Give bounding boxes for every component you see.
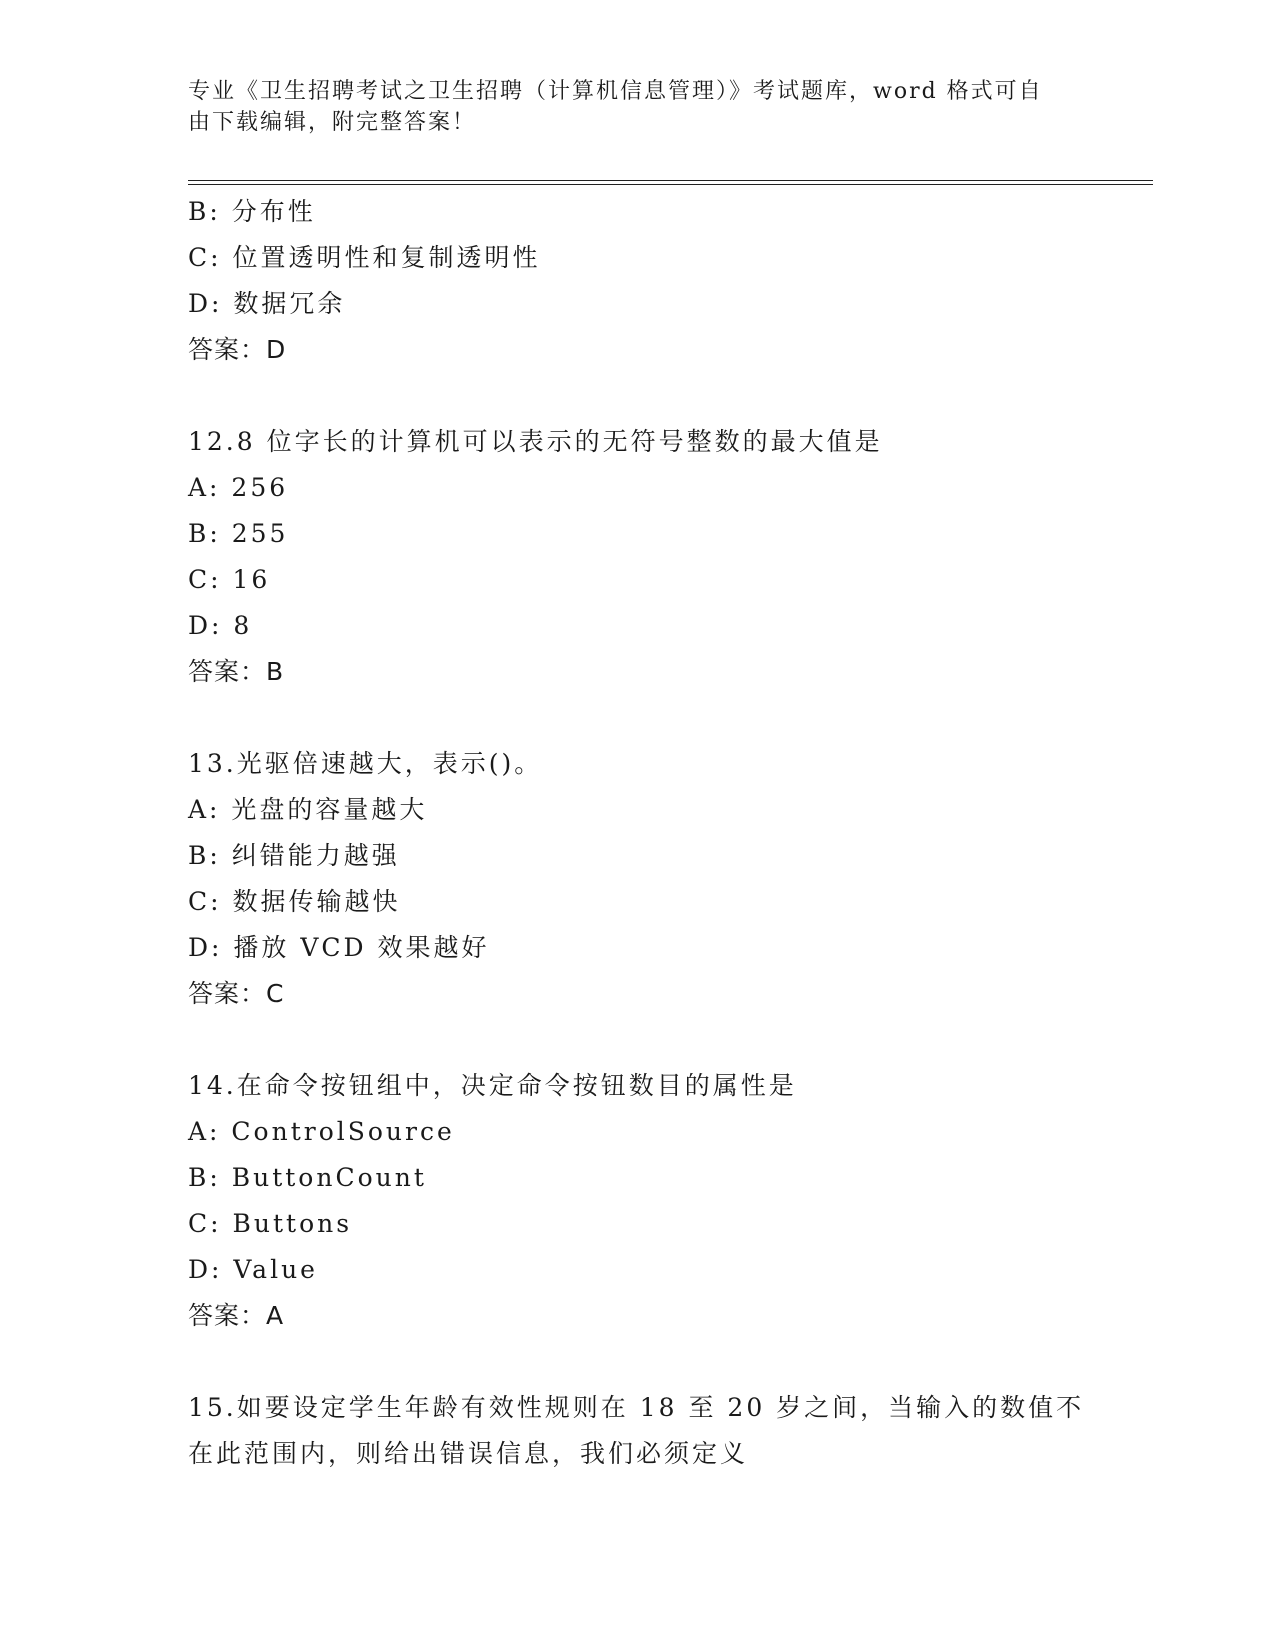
question-stem: 14.在命令按钮组中，决定命令按钮数目的属性是 <box>188 1071 797 1100</box>
spacer <box>188 1017 1148 1063</box>
option-d: D: Value <box>188 1255 318 1284</box>
option-b: B: 255 <box>188 519 289 548</box>
header-line-1: 专业《卫生招聘考试之卫生招聘（计算机信息管理）》考试题库，word 格式可自 <box>188 79 1043 104</box>
spacer <box>188 695 1148 741</box>
question-stem-line-1: 15.如要设定学生年龄有效性规则在 18 至 20 岁之间，当输入的数值不 <box>188 1393 1085 1422</box>
option-b: B: 分布性 <box>188 197 316 226</box>
question-stem: 13.光驱倍速越大，表示()。 <box>188 749 543 778</box>
page-header <box>188 76 1068 138</box>
question-11-continued <box>188 189 1148 373</box>
header-divider-top <box>188 180 1153 181</box>
answer: 答案：C <box>188 979 285 1008</box>
option-c: C: 数据传输越快 <box>188 887 401 916</box>
answer: 答案：B <box>188 657 285 686</box>
spacer <box>188 1339 1148 1385</box>
answer: 答案：A <box>188 1301 285 1330</box>
header-line-2: 由下载编辑，附完整答案！ <box>188 110 477 135</box>
question-14 <box>188 1063 1148 1339</box>
question-stem: 12.8 位字长的计算机可以表示的无符号整数的最大值是 <box>188 427 883 456</box>
option-c: C: 16 <box>188 565 271 594</box>
option-c: C: Buttons <box>188 1209 353 1238</box>
option-b: B: 纠错能力越强 <box>188 841 400 870</box>
header-divider-bottom <box>188 184 1153 185</box>
option-d: D: 数据冗余 <box>188 289 346 318</box>
question-list <box>188 189 1148 1477</box>
option-a: A: 256 <box>188 473 289 502</box>
question-15 <box>188 1385 1148 1477</box>
option-a: A: 光盘的容量越大 <box>188 795 428 824</box>
option-d: D: 播放 VCD 效果越好 <box>188 933 490 962</box>
option-a: A: ControlSource <box>188 1117 455 1146</box>
question-stem-line-2: 在此范围内，则给出错误信息，我们必须定义 <box>188 1439 749 1468</box>
question-13 <box>188 741 1148 1017</box>
option-c: C: 位置透明性和复制透明性 <box>188 243 541 272</box>
option-d: D: 8 <box>188 611 253 640</box>
option-b: B: ButtonCount <box>188 1163 427 1192</box>
question-12 <box>188 419 1148 695</box>
spacer <box>188 373 1148 419</box>
answer: 答案：D <box>188 335 287 364</box>
